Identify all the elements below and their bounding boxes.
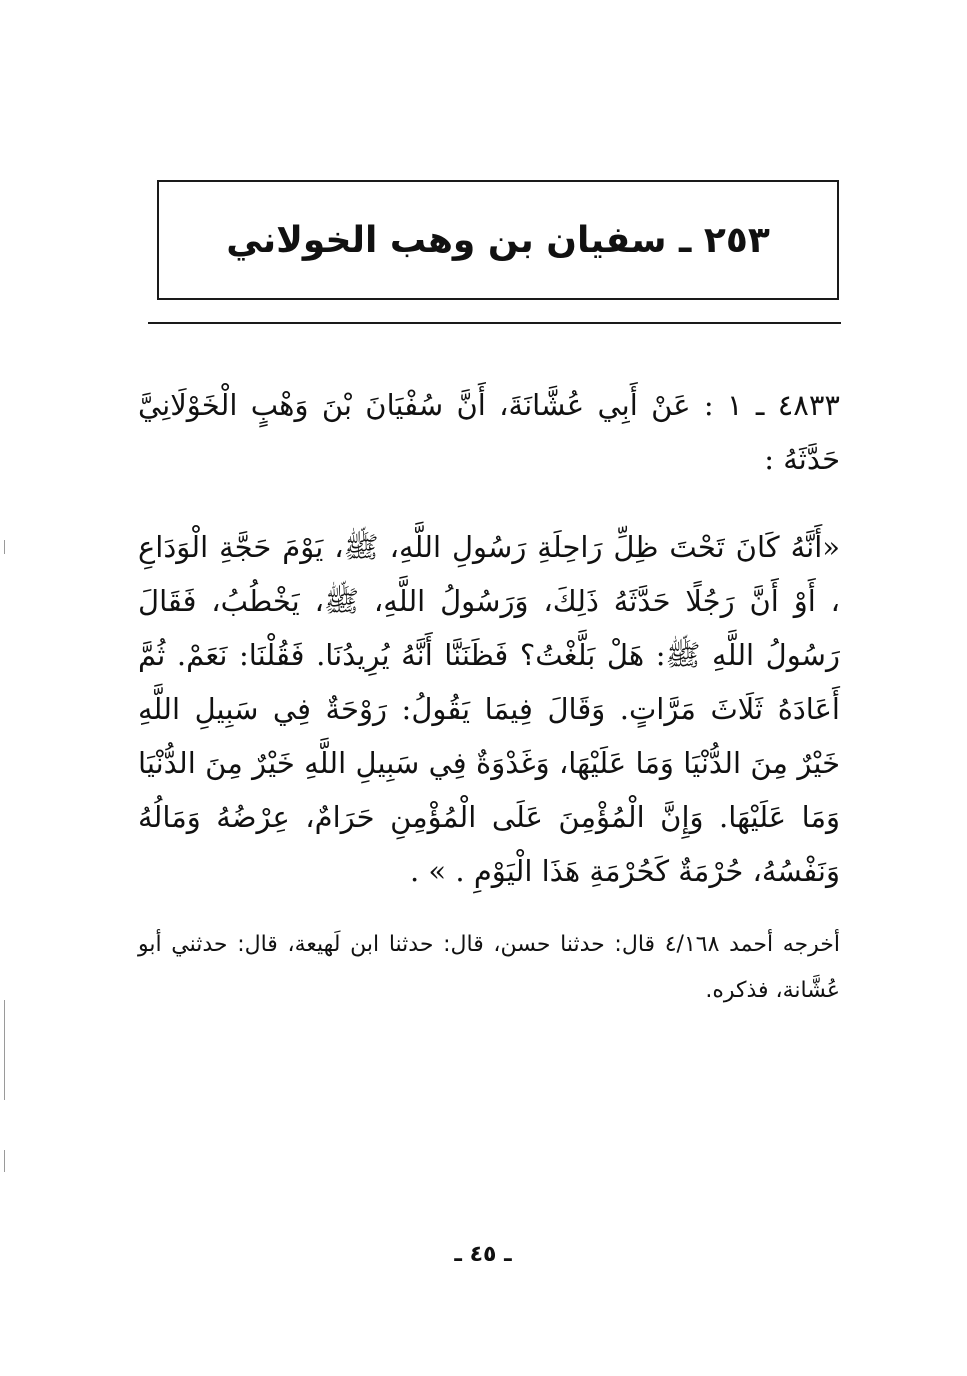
hadith-text: «أَنَّهُ كَانَ تَحْتَ ظِلِّ رَاحِلَةِ رَسُولِ اللَّهِ، ﷺ، يَوْمَ حَجَّةِ الْوَدَاعِ ، أَوْ أَنَّ رَجُلًا حَدَّثَهُ ذَلِكَ، وَرَسُولُ اللَّهِ، ﷺ، يَخْطُبُ، فَقَالَ رَسُولُ اللَّهِ ﷺ: هَلْ بَلَّغْتُ؟ فَظَنَنَّا أَنَّهُ يُرِيدُنَا. فَقُلْنَا: نَعَمْ. ثُمَّ أَعَادَهُ ثَلَاثَ مَرَّاتٍ. وَقَالَ فِيمَا يَقُولُ: رَوْحَةٌ فِي سَبِيلِ اللَّهِ خَيْرٌ مِنَ الدُّنْيَا وَمَا عَلَيْهَا، وَغَدْوَةٌ فِي سَبِيلِ اللَّهِ خَيْرٌ مِنَ الدُّنْيَا وَمَا عَلَيْهَا. وَإِنَّ الْمُؤْمِنَ عَلَى الْمُؤْمِنِ حَرَامٌ، عِرْضُهُ وَمَالُهُ وَنَفْسُهُ، حُرْمَةٌ كَحُرْمَةِ هَذَا الْيَوْمِ . » .	[138, 530, 840, 888]
margin-scan-mark	[4, 540, 5, 554]
chapter-title-box	[157, 180, 839, 300]
margin-scan-mark	[4, 1000, 5, 1100]
margin-scan-mark	[4, 1150, 5, 1172]
takhrij-note: أخرجه أحمد ٤/١٦٨ قال: حدثنا حسن، قال: حدثنا ابن لَهيعة، قال: حدثني أبو عُشَّانة، فذكره.	[138, 932, 840, 1003]
hadith-header: ٤٨٣٣ ـ ١ : عَنْ أَبِي عُشَّانَةَ، أَنَّ سُفْيَانَ بْنَ وَهْبٍ الْخَوْلَانِيَّ حَدَّثَهُ :	[138, 388, 841, 476]
header-divider	[148, 322, 841, 324]
chapter-title: ٢٥٣ ـ سفيان بن وهب الخولاني	[226, 219, 770, 261]
page-number: ـ ٤٥ ـ	[454, 1242, 512, 1267]
